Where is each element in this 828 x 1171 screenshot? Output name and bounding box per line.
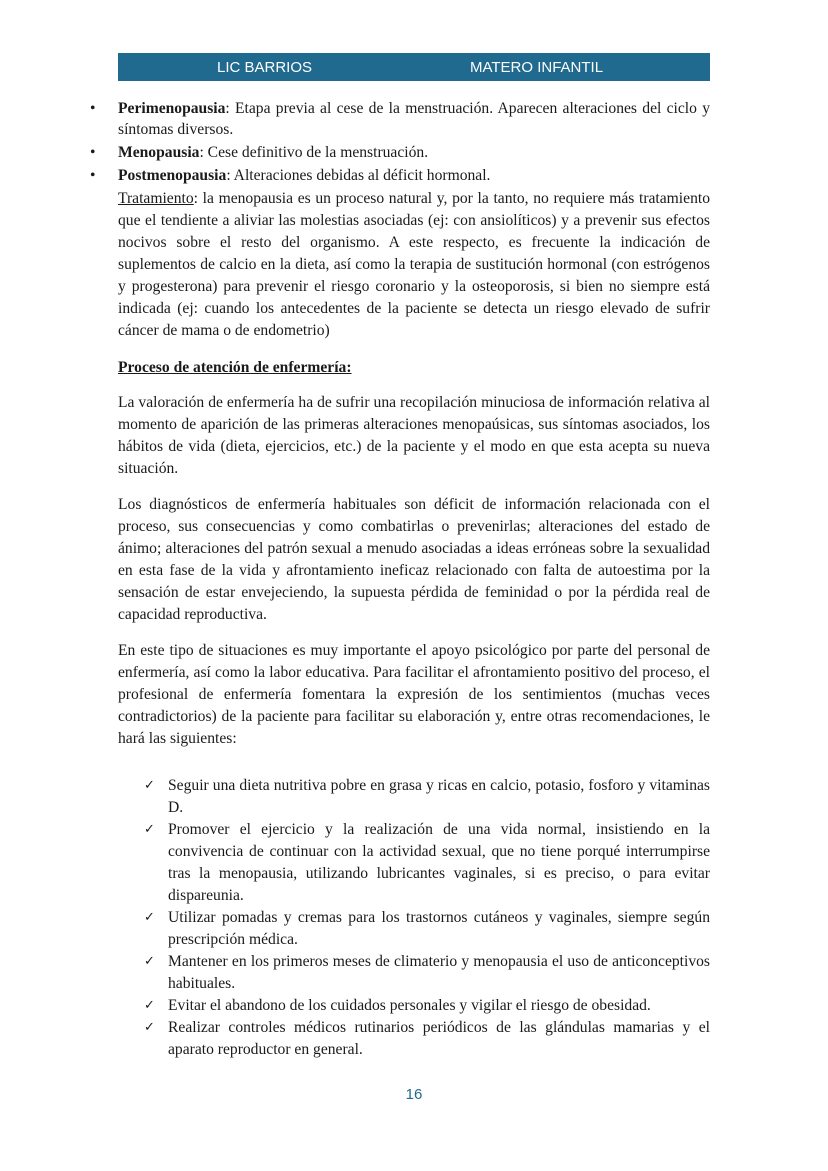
paragraph-support: En este tipo de situaciones es muy importante el apoyo psicológico por parte del personal de enfermería, así como la labor educativa. Para facilitar el afrontamiento positivo del proceso, el profesional de enfermería fomentara la expresión de los sentimientos (muchas veces contradictorios) de la paciente para facilitar su elaboración y, entre otras recomendaciones, le hará las siguientes: [118,642,710,747]
section-heading: Proceso de atención de enfermería: [118,359,352,376]
term: Postmenopausia [118,167,227,184]
checkmark-icon: ✓ [144,822,155,837]
treatment-text: : la menopausia es un proceso natural y, por la tanto, no requiere más tratamiento que el tendiente a aliviar las molestias asociadas (ej: con ansiolíticos) y a prevenir sus efectos nocivos sobre el resto del organismo. A este respecto, es frecuente la indicación de suplementos de calcio en la dieta, así como la terapia de sustitución hormonal (con estrógenos y progesterona) para prevenir el riesgo coronario y la osteoporosis, si bien no siempre está indicada (ej: cuando los antecedentes de la paciente se detecta un riesgo elevado de sufrir cáncer de mama o de endometrio) [118,190,710,339]
definition: : Etapa previa al cese de la menstruación. Aparecen alteraciones del ciclo y síntomas diversos. [118,100,710,138]
recommendation-text: Seguir una dieta nutritiva pobre en grasa y ricas en calcio, potasio, fosforo y vitaminas D. [168,777,710,816]
page-header [118,53,710,81]
bullet-icon: • [90,100,96,117]
header-author: LIC BARRIOS [217,59,313,76]
term: Perimenopausia [118,100,226,117]
menopause-stages-list [86,98,710,188]
list-item [140,907,710,951]
checkmark-icon: ✓ [144,778,155,793]
bullet-icon: • [90,144,96,161]
checkmark-icon: ✓ [144,910,155,925]
term: Menopausia [118,144,200,161]
list-item [86,98,710,140]
bullet-icon: • [90,167,96,184]
list-item [86,165,710,186]
recommendation-text: Utilizar pomadas y cremas para los trastornos cutáneos y vaginales, siempre según prescripción médica. [168,909,710,948]
recommendation-text: Realizar controles médicos rutinarios periódicos de las glándulas mamarias y el aparato reproductor en general. [168,1019,710,1058]
page-number: 16 [405,1086,423,1103]
paragraph-assessment: La valoración de enfermería ha de sufrir una recopilación minuciosa de información relativa al momento de aparición de las primeras alteraciones menopaúsicas, sus síntomas asociados, los hábitos de vida (dieta, ejercicios, etc.) de la paciente y el modo en que esta acepta su nueva situación. [118,394,710,477]
checkmark-icon: ✓ [144,1020,155,1035]
recommendation-text: Evitar el abandono de los cuidados personales y vigilar el riesgo de obesidad. [168,997,651,1014]
list-item [140,819,710,907]
treatment-label: Tratamiento [118,190,194,207]
recommendation-text: Mantener en los primeros meses de climaterio y menopausia el uso de anticonceptivos habituales. [168,953,710,992]
list-item [140,775,710,819]
header-subject: MATERO INFANTIL [470,59,604,76]
paragraph-diagnoses: Los diagnósticos de enfermería habituales son déficit de información relacionada con el proceso, sus consecuencias y como combatirlas o prevenirlas; alteraciones del estado de ánimo; alteraciones del patrón sexual a menudo asociadas a ideas erróneas sobre la sexualidad en esta fase de la vida y afrontamiento ineficaz relacionado con falta de autoestima por la sensación de estar envejeciendo, la supuesta pérdida de feminidad o por la pérdida real de capacidad reproductiva. [118,496,710,623]
checkmark-icon: ✓ [144,998,155,1013]
definition: : Cese definitivo de la menstruación. [199,144,429,161]
definition: : Alteraciones debidas al déficit hormonal. [226,167,491,184]
recommendation-text: Promover el ejercicio y la realización de una vida normal, insistiendo en la convivencia de continuar con la actividad sexual, que no tiene porqué interrumpirse tras la menopausia, utilizando lubricantes vaginales, si es preciso, o para evitar dispareunia. [168,821,710,904]
checkmark-icon: ✓ [144,954,155,969]
recommendations-list [140,775,710,1061]
treatment-paragraph [118,188,710,342]
list-item [86,142,710,163]
list-item [140,995,710,1017]
list-item [140,1017,710,1061]
list-item [140,951,710,995]
